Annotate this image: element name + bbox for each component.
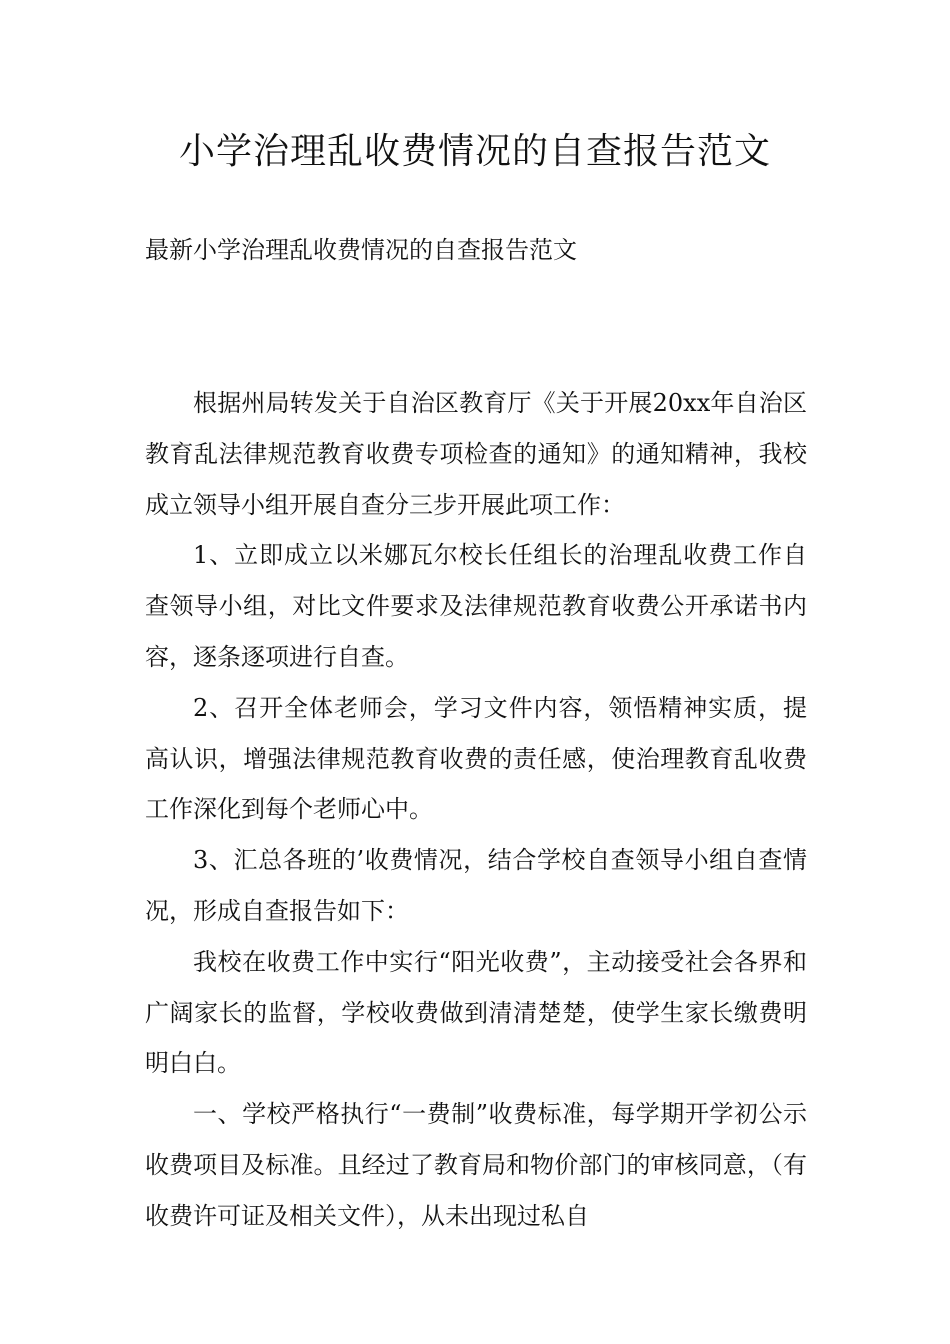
paragraph: 根据州局转发关于自治区教育厅《关于开展20xx年自治区教育乱法律规范教育收费专项检查的通知》的通知精神，我校成立领导小组开展自查分三步开展此项工作： bbox=[145, 389, 807, 519]
document-body bbox=[145, 378, 807, 1242]
document-subtitle: 最新小学治理乱收费情况的自查报告范文 bbox=[145, 236, 577, 264]
paragraph: 1、立即成立以米娜瓦尔校长任组长的治理乱收费工作自查领导小组，对比文件要求及法律规范教育收费公开承诺书内容，逐条逐项进行自查。 bbox=[145, 541, 807, 671]
paragraph: 我校在收费工作中实行“阳光收费”，主动接受社会各界和广阔家长的监督，学校收费做到清清楚楚，使学生家长缴费明明白白。 bbox=[145, 947, 807, 1078]
paragraph: 2、召开全体老师会，学习文件内容，领悟精神实质，提高认识，增强法律规范教育收费的责任感，使治理教育乱收费工作深化到每个老师心中。 bbox=[145, 693, 807, 824]
document-title: 小学治理乱收费情况的自查报告范文 bbox=[178, 131, 771, 172]
paragraph: 3、汇总各班的’收费情况，结合学校自查领导小组自查情况，形成自查报告如下： bbox=[145, 846, 807, 925]
paragraph: 一、学校严格执行“一费制”收费标准，每学期开学初公示收费项目及标准。且经过了教育局和物价部门的审核同意，（有收费许可证及相关文件），从未出现过私自 bbox=[145, 1100, 807, 1230]
